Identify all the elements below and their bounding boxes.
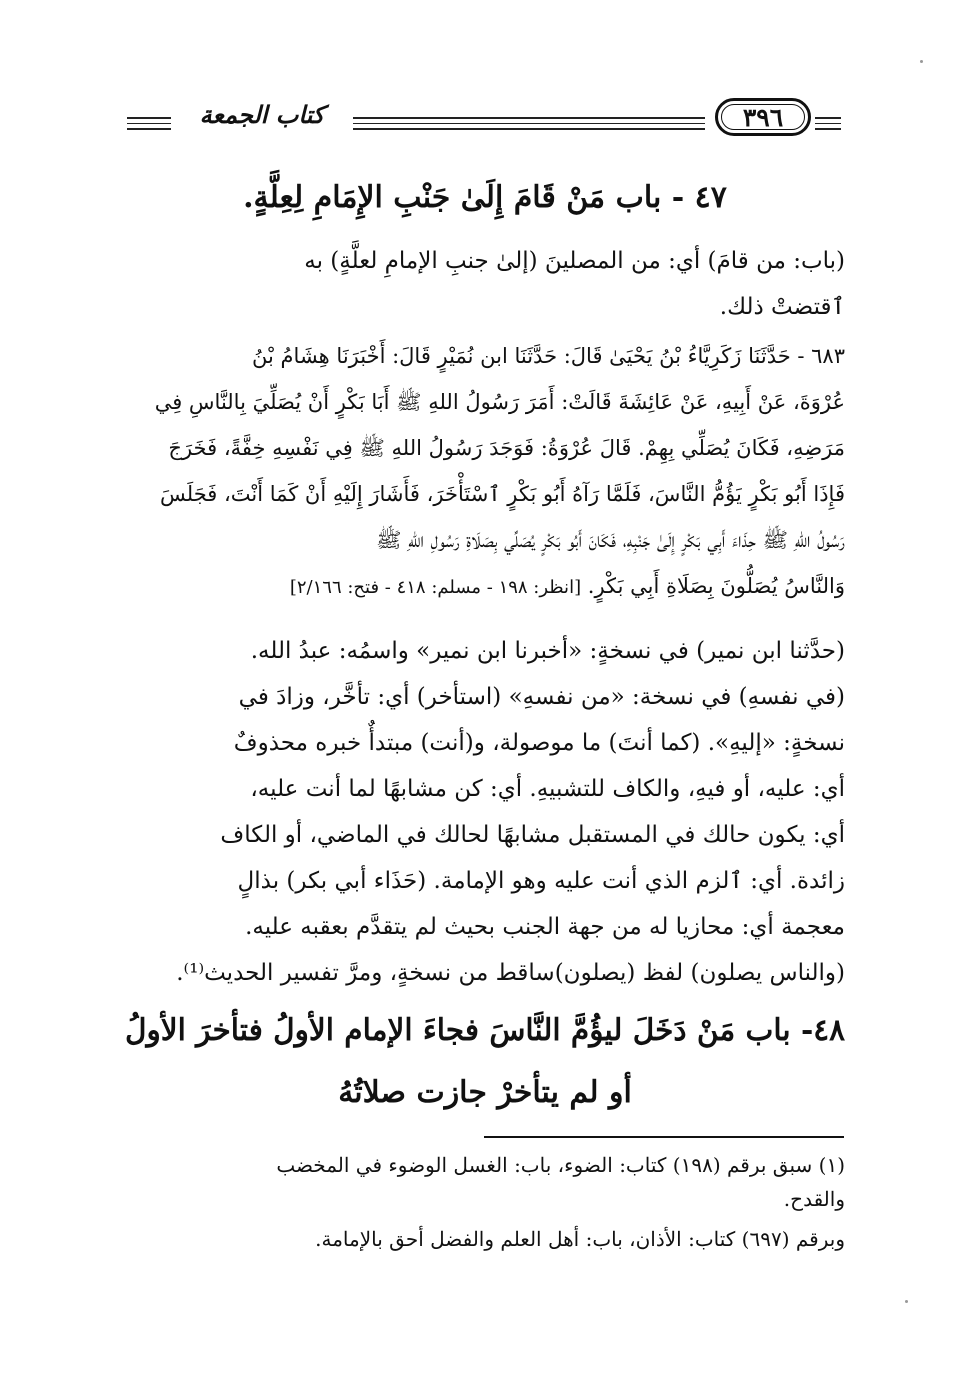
hadith-last-line: [125, 563, 845, 611]
explanation-line: (باب: من قامَ) أي: من المصلينَ (إلىٰ جنبِ الإمامِ لعلَّةٍ) به: [304, 248, 845, 274]
commentary-line: (والناس يصلون) لفظ (يصلون)ساقط من نسخةٍ، ومرَّ تفسير الحديث⁽¹⁾.: [176, 960, 845, 986]
hadith-line: مَرَضِهِ، فَكَانَ يُصَلِّي بِهِمْ. قَالَ عُرْوَةُ: فَوَجَدَ رَسُولُ اللهِ ﷺ فِي نَفْسِهِ خِفَّةً، فَخَرَجَ: [168, 436, 845, 460]
chapter-48-title-line: أو لم يتأخرْ جازت صلاتُهُ: [338, 1075, 632, 1110]
chapter-47-explanation: [125, 238, 845, 330]
commentary-line: أي: عليه، أو فيهِ، والكاف للتشبيهِ. أي: كن مشابهًا لما أنت عليه،: [250, 776, 845, 802]
footnotes: [125, 1148, 845, 1256]
commentary-line: معجمة أي: محازيا له من جهة الجنب بحيث لم يتقدَّم بعقبه عليه.: [245, 914, 845, 940]
hadith-683: [125, 333, 845, 611]
header-ornament-right: [815, 117, 841, 130]
footnote-line: وبرقم (٦٩٧) كتاب: الأذان، باب: أهل العلم والفضل أحق بالإمامة.: [315, 1227, 845, 1251]
header-ornament-middle: [353, 117, 705, 130]
commentary-line: أي: يكون حالك في المستقبل مشابهًا لحالك في الماضي، أو الكاف: [220, 822, 845, 848]
page-number-frame: [715, 98, 811, 136]
chapter-48-title: [125, 1000, 845, 1124]
explanation-line: ٱقتضتْ ذلك.: [719, 294, 845, 320]
footnote-line: (١) سبق برقم (١٩٨) كتاب: الضوء، باب: الغسل الوضوء في المخضب: [276, 1153, 845, 1177]
hadith-reference: [انظر: ١٩٨ - مسلم: ٤١٨ - فتح: ٢/١٦٦]: [289, 577, 582, 598]
footnote-separator: [484, 1136, 844, 1138]
chapter-48-title-line: ٤٨- باب مَنْ دَخَلَ ليؤُمَّ النَّاسَ فجاءَ الإمام الأولُ فتأخرَ الأولُ: [125, 1013, 845, 1048]
commentary-line: زائدة. أي: ٱلزم الذي أنت عليه وهو الإمامة. (حَذَاء أبي بكر) بذالٍ: [237, 868, 845, 894]
commentary: [125, 628, 845, 996]
hadith-line: رَسُولُ اللهِ ﷺ حِذَاءَ أَبِي بَكْرٍ إِلَىٰ جَنْبِهِ، فَكَانَ أَبُو بَكْرٍ يُصَلِّي بِصَلَاةِ رَسُولِ اللهِ ﷺ: [376, 528, 845, 552]
commentary-line: نسخةٍ: «إليهِ». (كما أنتَ) ما موصولة، و(أنت) مبتدأٌ خبره محذوفٌ: [233, 730, 845, 756]
page-number: ٣٩٦: [742, 102, 784, 132]
scan-speck: [920, 60, 923, 63]
commentary-line: (في نفسهِ) في نسخة: «من نفسهِ» (استأخر) أي: تأخَّر، وزادَ في: [238, 684, 845, 710]
page-header: [125, 92, 841, 152]
scan-speck: [905, 1300, 908, 1303]
header-ornament-left: [127, 117, 171, 130]
hadith-line: ٦٨٣ - حَدَّثَنَا زَكَرِيَّاءُ بْنُ يَحْيَىٰ قَالَ: حَدَّثَنَا ابن نُمَيْرٍ قَالَ: أَخْبَرَنَا هِشَامُ بْنُ: [252, 344, 845, 368]
footnote-line: والقدح.: [783, 1187, 845, 1211]
chapter-47-title: ٤٧ - باب مَنْ قَامَ إِلَىٰ جَنْبِ الإِمَامِ لِعِلَّةٍ.: [243, 180, 727, 215]
hadith-line: وَالنَّاسُ يُصَلُّونَ بِصَلَاةِ أَبِي بَكْرٍ.: [587, 574, 845, 598]
hadith-line: فَإِذَا أَبُو بَكْرٍ يَؤُمُّ النَّاسَ، فَلَمَّا رَآهُ أَبُو بَكْرٍ ٱسْتَأْخَرَ، فَأَشَارَ إِلَيْهِ أَنْ كَمَا أَنْتَ، فَجَلَسَ: [159, 482, 845, 506]
book-title: كتاب الجمعة: [199, 100, 325, 129]
hadith-line: عُرْوَةَ، عَنْ أَبِيهِ، عَنْ عَائِشَةَ قَالَتْ: أَمَرَ رَسُولُ اللهِ ﷺ أَبَا بَكْرٍ أَنْ يُصَلِّيَ بِالنَّاسِ فِي: [154, 390, 845, 414]
commentary-line: (حدَّثنا ابن نمير) في نسخةٍ: «أخبرنا ابن نمير» واسمُه: عبدُ الله.: [250, 638, 845, 664]
